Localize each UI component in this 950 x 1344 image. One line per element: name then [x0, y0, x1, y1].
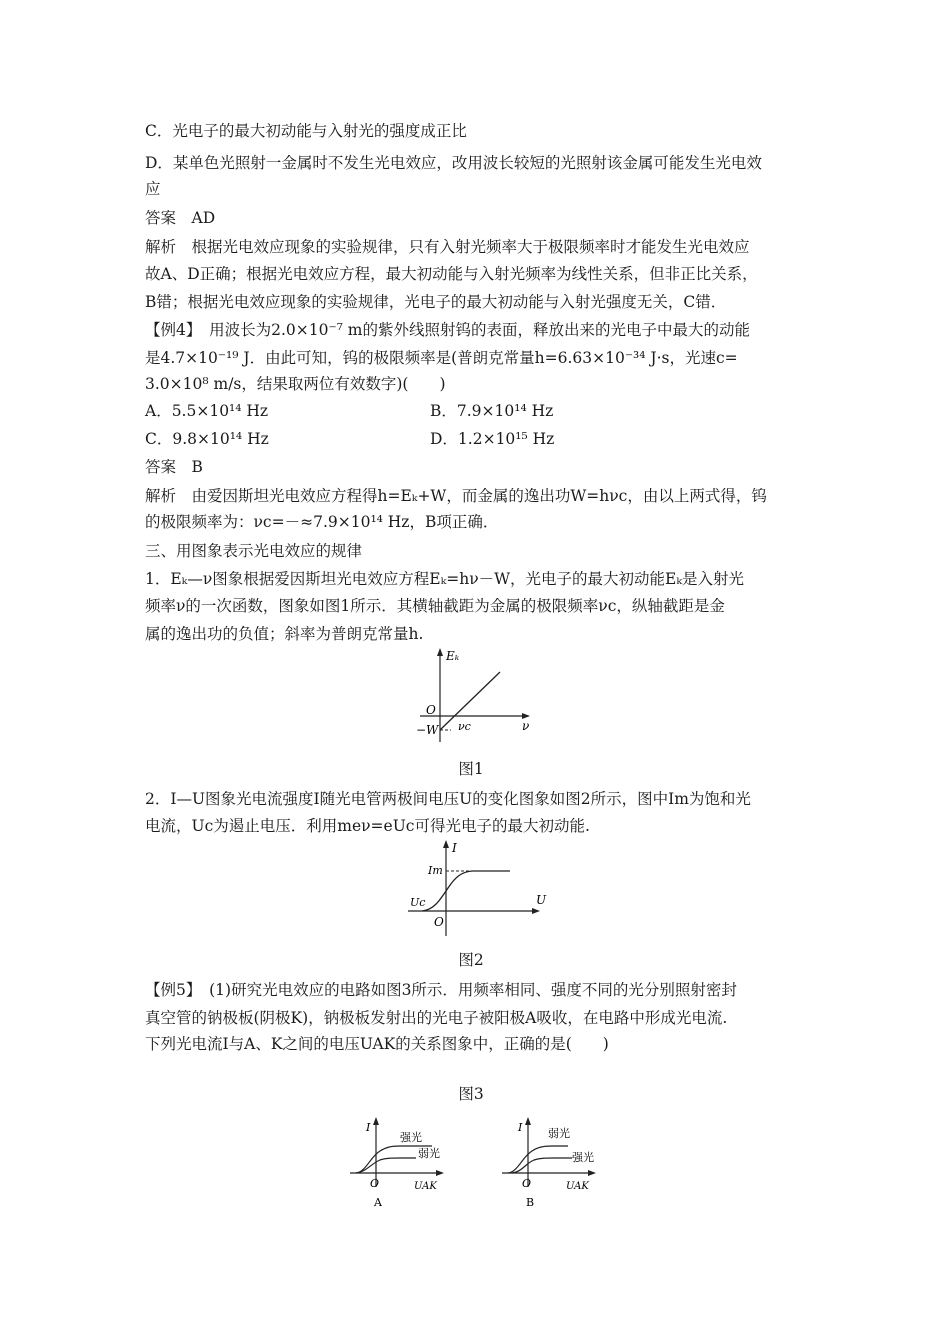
fig2-y-label: I	[452, 841, 457, 855]
fig3b-origin: O	[522, 1177, 532, 1190]
figure-2-caption: 图2	[458, 951, 484, 969]
graph-option-b	[496, 1115, 606, 1210]
choice-c: C．9.8×10¹⁴ Hz	[145, 430, 269, 448]
answer-line: 答案 B	[145, 458, 203, 476]
fig2-uc-label: Uc	[410, 896, 426, 909]
choice-a: A．5.5×10¹⁴ Hz	[145, 402, 269, 420]
figure-3-caption: 图3	[458, 1085, 484, 1103]
paragraph-line: 1．Eₖ—ν图象根据爱因斯坦光电效应方程Eₖ=hν－W，光电子的最大初动能Eₖ是入射光	[145, 570, 745, 588]
example-4-stem: 【例4】 用波长为2.0×10⁻⁷ m的紫外线照射钨的表面，释放出来的光电子中最大的动能	[145, 321, 750, 339]
fig3a-x-label: UAK	[414, 1181, 437, 1192]
option-d-statement-cont: 应	[145, 180, 161, 198]
analysis-line: 解析 根据光电效应现象的实验规律，只有入射光频率大于极限频率时才能发生光电效应	[145, 238, 750, 256]
analysis-line: 的极限频率为：νc=－≈7.9×10¹⁴ Hz，B项正确．	[145, 513, 499, 531]
paragraph-line: 属的逸出功的负值；斜率为普朗克常量h.	[145, 625, 424, 643]
fig3b-lower-label: 强光	[572, 1151, 594, 1164]
figure-1-ek-nu-graph	[410, 646, 540, 746]
fig2-im-label: Im	[428, 864, 443, 877]
fig1-neg-w: −W	[416, 723, 439, 737]
fig3b-upper-label: 弱光	[548, 1127, 570, 1140]
section-heading: 三、用图象表示光电效应的规律	[145, 542, 363, 560]
choice-b: B．7.9×10¹⁴ Hz	[430, 402, 554, 420]
analysis-line: 解析 由爱因斯坦光电效应方程得h=Eₖ+W，而金属的逸出功W=hνc，由以上两式得，钨	[145, 487, 767, 505]
fig2-x-label: U	[536, 893, 547, 907]
figure-1-caption: 图1	[458, 760, 484, 778]
paragraph-line: 频率ν的一次函数，图象如图1所示．其横轴截距为金属的极限频率νc，纵轴截距是金	[145, 597, 725, 615]
figure-2-i-u-graph	[400, 838, 560, 938]
fig3a-upper-label: 强光	[400, 1131, 422, 1144]
fig3b-x-label: UAK	[566, 1181, 589, 1192]
fig3a-y-label: I	[366, 1121, 371, 1134]
fig2-origin: O	[434, 915, 444, 929]
example-5-stem: 下列光电流I与A、K之间的电压UAK的关系图象中，正确的是( )	[145, 1035, 609, 1053]
example-4-stem: 3.0×10⁸ m/s，结果取两位有效数字)( )	[145, 375, 446, 393]
example-5-stem: 真空管的钠极板(阴极K)，钠极板发射出的光电子被阳极A吸收，在电路中形成光电流.	[145, 1009, 728, 1027]
example-4-stem: 是4.7×10⁻¹⁹ J．由此可知，钨的极限频率是(普朗克常量h=6.63×10⁻³⁴ J·s，光速c=	[145, 349, 738, 367]
option-d-statement: D．某单色光照射一金属时不发生光电效应，改用波长较短的光照射该金属可能发生光电效	[145, 154, 762, 172]
fig1-y-label: Eₖ	[446, 649, 460, 663]
fig1-x-label: ν	[522, 719, 530, 733]
choice-d: D．1.2×10¹⁵ Hz	[430, 430, 555, 448]
analysis-line: B错；根据光电效应现象的实验规律，光电子的最大初动能与入射光强度无关，C错．	[145, 293, 727, 311]
option-c-statement: C．光电子的最大初动能与入射光的强度成正比	[145, 122, 467, 140]
fig3a-origin: O	[370, 1177, 380, 1190]
fig3a-lower-label: 弱光	[418, 1147, 440, 1160]
answer-line: 答案 AD	[145, 209, 216, 227]
fig1-origin: O	[426, 703, 436, 717]
graph-option-a	[344, 1115, 454, 1210]
example-5-stem: 【例5】 (1)研究光电效应的电路如图3所示．用频率相同、强度不同的光分别照射密封	[145, 981, 737, 999]
fig3b-tag: B	[526, 1196, 535, 1209]
analysis-line: 故A、D正确；根据光电效应方程，最大初动能与入射光频率为线性关系，但非正比关系，	[145, 265, 758, 283]
paragraph-line: 2．I—U图象光电流强度I随光电管两极间电压U的变化图象如图2所示，图中Im为饱和光	[145, 790, 751, 808]
paragraph-line: 电流，Uc为遏止电压．利用meν=eUc可得光电子的最大初动能.	[145, 817, 590, 835]
fig3b-y-label: I	[518, 1121, 523, 1134]
fig3a-tag: A	[374, 1196, 382, 1209]
fig1-nu-c: νc	[458, 720, 471, 733]
